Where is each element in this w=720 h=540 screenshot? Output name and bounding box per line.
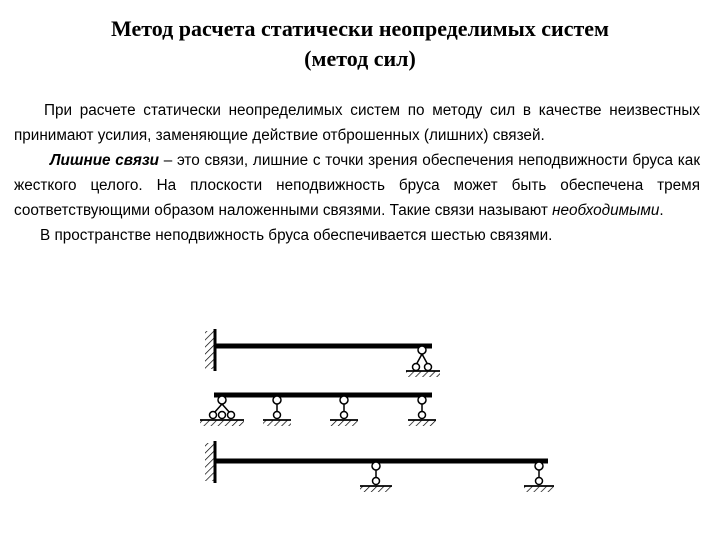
- paragraph-1: При расчете статически неопределимых систем по методу сил в качестве неизвестных принимают усилия, заменяющие действие отброшенных (лишних) связей.: [14, 102, 700, 144]
- pin-support: [360, 462, 392, 492]
- beam-diagram-2: [200, 395, 436, 426]
- pin-support: [524, 462, 554, 492]
- term-redundant-constraints: Лишние связи: [50, 152, 159, 169]
- paragraph-2-text: – это связи, лишние с точки зрения обеспечения неподвижности бруса как жесткого целого. На плоскости неподвижность бруса может быть обеспечена тремя соответствующими образом наложенными связями. Такие связи называют: [14, 152, 701, 219]
- pin-support: [330, 396, 358, 426]
- pin-support: [200, 396, 244, 426]
- beam-diagram-1: [205, 329, 440, 377]
- paragraph-2-end: .: [659, 202, 664, 219]
- title-line-2: (метод сил): [304, 46, 416, 71]
- beam-diagram-3: [205, 441, 554, 492]
- pin-support: [406, 346, 440, 377]
- pin-support: [408, 396, 436, 426]
- title-line-1: Метод расчета статически неопределимых систем: [110, 16, 610, 41]
- pin-support: [263, 396, 291, 426]
- term-necessary: необходимыми: [552, 202, 660, 219]
- paragraph-3: В пространстве неподвижность бруса обеспечивается шестью связями.: [40, 227, 553, 244]
